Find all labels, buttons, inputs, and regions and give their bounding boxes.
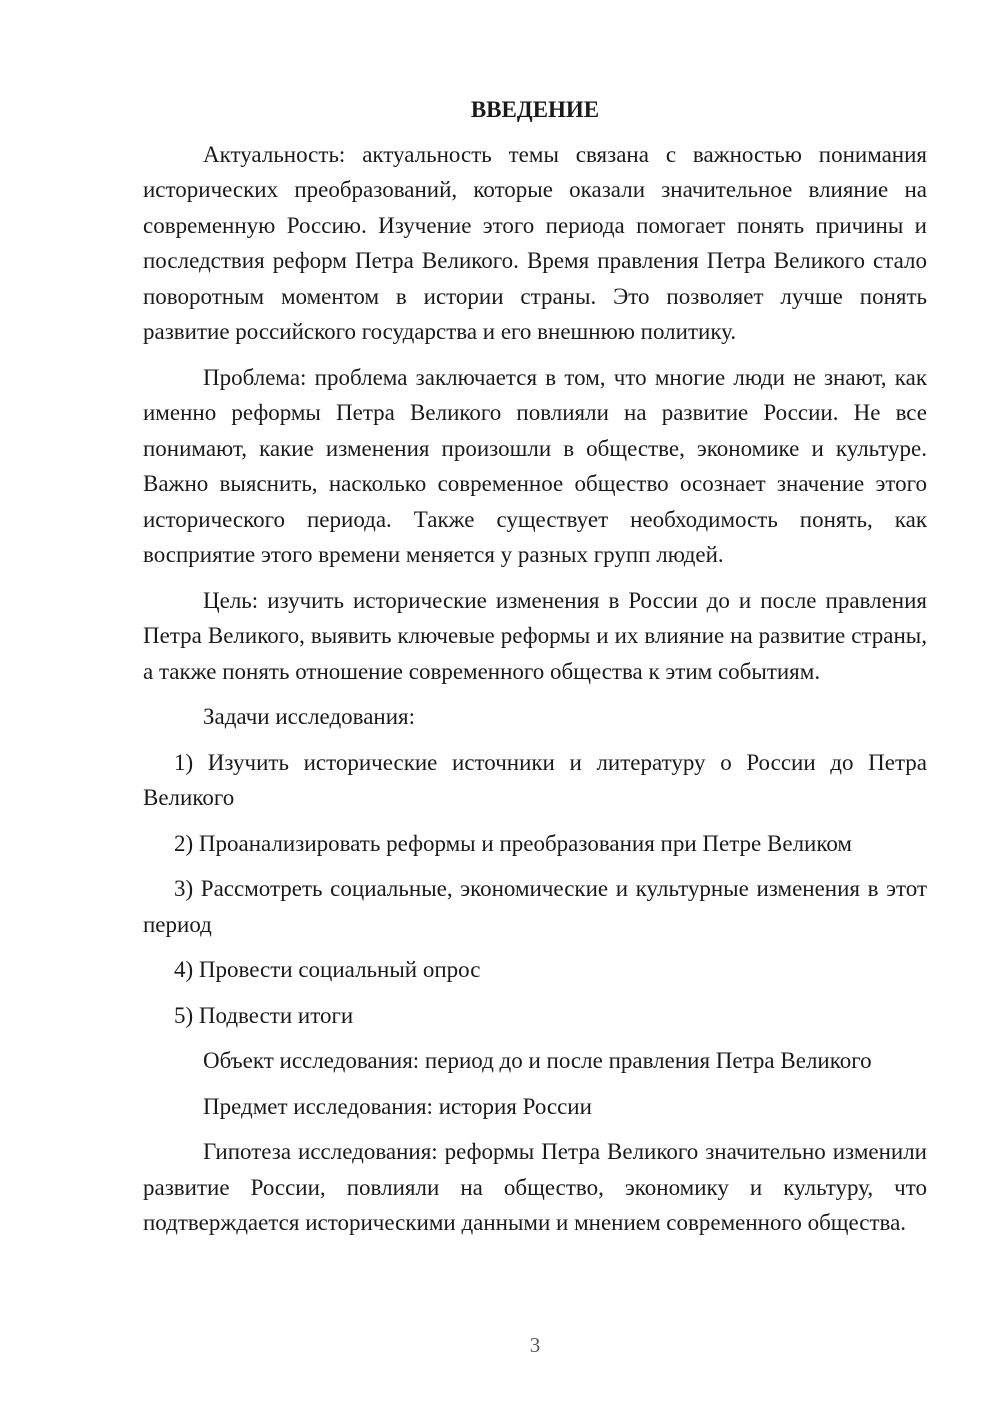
list-item: 1) Изучить исторические источники и литературу о России до Петра Великого <box>143 749 927 810</box>
list-item: 2) Проанализировать реформы и преобразования при Петре Великом <box>174 830 852 856</box>
document-page <box>143 92 927 1251</box>
paragraph-object: Объект исследования: период до и после правления Петра Великого <box>203 1048 872 1073</box>
list-item: 5) Подвести итоги <box>174 1002 354 1028</box>
paragraph-hypothesis: Гипотеза исследования: реформы Петра Великого значительно изменили развитие России, повлияли на общество, экономику и культуру, что подтверждается историческими данными и мнением современного общества. <box>143 1139 927 1235</box>
list-item: 3) Рассмотреть социальные, экономические и культурные изменения в этот период <box>143 876 927 937</box>
page-number: 3 <box>529 1333 541 1357</box>
paragraph-problem: Проблема: проблема заключается в том, что многие люди не знают, как именно реформы Петра Великого повлияли на развитие России. Не все понимают, какие изменения произошли в обществе, экономике и культуре. Важно выяснить, насколько современное общество осознает значение этого исторического периода. Также существует необходимость понять, как восприятие этого времени меняется у разных групп людей. <box>143 364 927 567</box>
paragraph-goal: Цель: изучить исторические изменения в России до и после правления Петра Великого, выявить ключевые реформы и их влияние на развитие страны, а также понять отношение современного общества к этим событиям. <box>143 587 927 684</box>
list-item: 4) Провести социальный опрос <box>174 957 481 982</box>
tasks-list <box>143 745 927 1034</box>
tasks-heading: Задачи исследования: <box>203 704 416 729</box>
section-title: ВВЕДЕНИЕ <box>470 97 600 122</box>
paragraph-subject: Предмет исследования: история России <box>203 1093 592 1119</box>
paragraph-relevance: Актуальность: актуальность темы связана с важностью понимания исторических преобразований, которые оказали значительное влияние на современную Россию. Изучение этого периода помогает понять причины и последствия реформ Петра Великого. Время правления Петра Великого стало поворотным моментом в истории страны. Это позволяет лучше понять развитие российского государства и его внешнюю политику. <box>143 141 927 344</box>
